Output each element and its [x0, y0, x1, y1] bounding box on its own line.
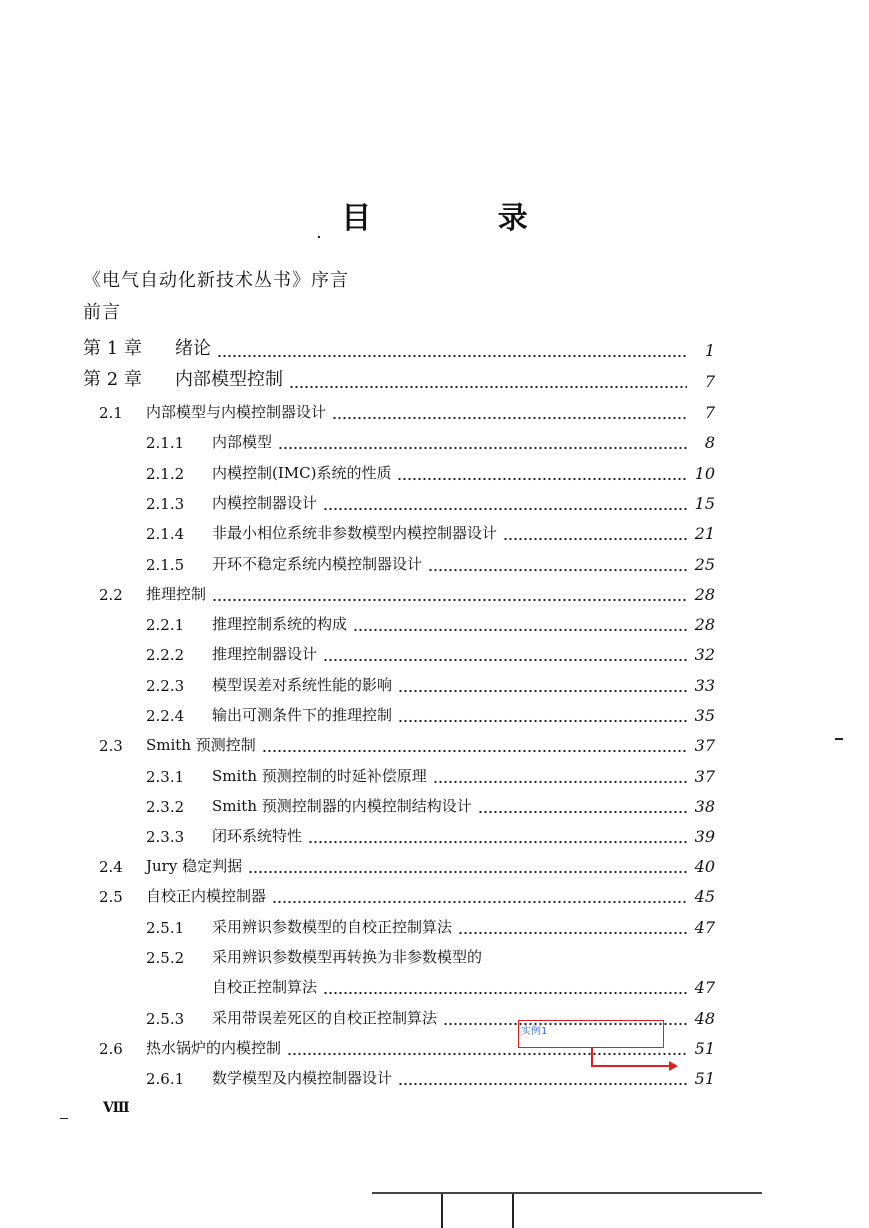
toc-entry-number: 2.3.2: [146, 798, 185, 816]
toc-entry-title: 热水锅炉的内模控制: [146, 1039, 282, 1057]
toc-entry-title: 绪论: [175, 338, 211, 359]
toc-entry-page: 7: [704, 372, 715, 391]
toc-leader-dots: [503, 523, 687, 541]
toc-leader-dots: [323, 493, 687, 511]
toc-entry-page: 39: [694, 827, 715, 846]
toc-entry-page: 33: [694, 676, 715, 695]
toc-entry[interactable]: [0, 457, 869, 483]
toc-entry-title: 推理控制: [146, 585, 207, 603]
toc-entry-number: 2.3: [99, 737, 123, 755]
toc-entry-page: 51: [694, 1069, 715, 1088]
toc-entry-title: Smith 预测控制: [146, 736, 256, 754]
toc-entry-page: 47: [694, 918, 715, 937]
toc-entry-number: 2.1.3: [146, 495, 185, 513]
toc-entry-number: 2.2.1: [146, 616, 185, 634]
toc-entry[interactable]: [0, 669, 869, 695]
toc-entry-number: 2.2.4: [146, 707, 185, 725]
toc-entry-number: 2.5.1: [146, 919, 185, 937]
toc-leader-dots: [323, 977, 687, 995]
toc-entry[interactable]: [0, 760, 869, 786]
toc-entry-page: 15: [694, 494, 715, 513]
annotation-label: 实例1: [521, 1026, 548, 1037]
toc-entry[interactable]: [0, 699, 869, 725]
toc-entry-title: Smith 预测控制器的内模控制结构设计: [212, 797, 472, 815]
toc-entry-title: 内模控制(IMC)系统的性质: [212, 464, 392, 482]
toc-entry-page: 8: [704, 433, 715, 452]
toc-leader-dots: [458, 917, 687, 935]
toc-entry-number: 2.2.3: [146, 677, 185, 695]
toc-entry[interactable]: [0, 911, 869, 937]
scan-edge-line: [512, 1194, 514, 1228]
toc-entry-number: 2.3.1: [146, 768, 185, 786]
toc-entry[interactable]: [0, 971, 869, 997]
annotation-box: [518, 1020, 664, 1048]
toc-leader-dots: [428, 554, 687, 572]
toc-entry[interactable]: [0, 790, 869, 816]
toc-entry-title: 采用带误差死区的自校正控制算法: [212, 1009, 438, 1027]
toc-entry[interactable]: [0, 850, 869, 876]
toc-entry-page: 37: [694, 767, 715, 786]
toc-entry-number: 2.1: [99, 404, 123, 422]
toc-entry-page: 25: [694, 555, 715, 574]
toc-entry-number: 2.4: [99, 858, 123, 876]
footer-page-number: Ⅷ: [103, 1100, 130, 1116]
toc-entry-title: 开环不稳定系统内模控制器设计: [212, 555, 423, 573]
toc-entry[interactable]: [0, 334, 869, 360]
toc-entry[interactable]: [0, 396, 869, 422]
toc-leader-dots: [212, 584, 687, 602]
toc-entry-page: 47: [694, 978, 715, 997]
toc-entry-page: 35: [694, 706, 715, 725]
toc-entry-number: 2.6: [99, 1040, 123, 1058]
toc-entry-number: 2.1.4: [146, 525, 185, 543]
toc-leader-dots: [262, 735, 687, 753]
toc-entry-page: 28: [694, 615, 715, 634]
toc-entry[interactable]: [0, 1032, 869, 1058]
front-matter-preface[interactable]: 前言: [83, 302, 121, 323]
toc-leader-dots: [398, 1068, 687, 1086]
toc-entry-page: 7: [704, 403, 715, 422]
toc-leader-dots: [323, 644, 687, 662]
toc-leader-dots: [289, 371, 687, 389]
toc-leader-dots: [397, 463, 687, 481]
toc-entry-title: 闭环系统特性: [212, 827, 303, 845]
scan-speck: [835, 738, 843, 740]
toc-entry[interactable]: [0, 608, 869, 634]
toc-entry-number: 2.1.5: [146, 556, 185, 574]
toc-entry-number: 第 1 章: [83, 338, 142, 359]
page-title: 目 录: [341, 201, 586, 236]
toc-entry-page: 21: [694, 524, 715, 543]
toc-entry-title: 采用辨识参数模型的自校正控制算法: [212, 918, 453, 936]
toc-entry-page: 48: [694, 1009, 715, 1028]
toc-leader-dots: [272, 886, 687, 904]
toc-entry[interactable]: [0, 578, 869, 604]
toc-leader-dots: [398, 705, 687, 723]
toc-leader-dots: [398, 675, 687, 693]
toc-entry-title: 内部模型: [212, 433, 273, 451]
toc-entry-title: 自校正控制算法: [212, 978, 318, 996]
toc-leader-dots: [433, 766, 687, 784]
toc-entry-title: 非最小相位系统非参数模型内模控制器设计: [212, 524, 498, 542]
toc-entry-page: 28: [694, 585, 715, 604]
toc-entry-number: 2.5: [99, 888, 123, 906]
toc-entry-page: 37: [694, 736, 715, 755]
toc-entry[interactable]: [0, 941, 869, 967]
toc-entry-title: 推理控制系统的构成: [212, 615, 348, 633]
toc-entry[interactable]: [0, 548, 869, 574]
toc-entry-number: 第 2 章: [83, 369, 142, 390]
toc-entry-number: 2.2.2: [146, 646, 185, 664]
toc-entry-page: 45: [694, 887, 715, 906]
toc-leader-dots: [478, 796, 687, 814]
toc-entry-number: 2.1.1: [146, 434, 185, 452]
scan-edge-line: [441, 1194, 443, 1228]
toc-entry-number: 2.5.2: [146, 949, 185, 967]
toc-entry-number: 2.3.3: [146, 828, 185, 846]
toc-entry[interactable]: [0, 517, 869, 543]
scan-speck: [318, 236, 320, 238]
toc-entry[interactable]: [0, 820, 869, 846]
toc-entry[interactable]: [0, 729, 869, 755]
toc-entry-number: 2.1.2: [146, 465, 185, 483]
toc-entry[interactable]: [0, 426, 869, 452]
toc-entry-number: 2.6.1: [146, 1070, 185, 1088]
toc-entry-page: 10: [694, 464, 715, 483]
toc-entry-page: 40: [694, 857, 715, 876]
toc-leader-dots: [217, 340, 687, 358]
annotation-arrowhead-icon: [669, 1061, 678, 1071]
toc-entry[interactable]: [0, 1062, 869, 1088]
toc-entry-title: 内部模型控制: [175, 369, 283, 390]
toc-leader-dots: [308, 826, 687, 844]
toc-entry-page: 32: [694, 645, 715, 664]
toc-entry-page: 51: [694, 1039, 715, 1058]
toc-entry-number: 2.2: [99, 586, 123, 604]
annotation-arrow-stem: [591, 1048, 593, 1066]
annotation-arrow-line: [591, 1065, 671, 1067]
scan-speck: [60, 1118, 68, 1119]
toc-entry-title: 数学模型及内模控制器设计: [212, 1069, 393, 1087]
toc-leader-dots: [332, 402, 687, 420]
toc-leader-dots: [278, 432, 687, 450]
toc-entry-title: Jury 稳定判据: [146, 857, 243, 875]
toc-entry[interactable]: [0, 1002, 869, 1028]
toc-leader-dots: [353, 614, 687, 632]
toc-entry-title: 内部模型与内模控制器设计: [146, 403, 327, 421]
toc-entry-title: Smith 预测控制的时延补偿原理: [212, 767, 427, 785]
toc-entry-title: 自校正内模控制器: [146, 887, 267, 905]
front-matter-series-preface[interactable]: 《电气自动化新技术丛书》序言: [83, 270, 349, 291]
toc-entry[interactable]: [0, 487, 869, 513]
toc-entry-page: 1: [704, 341, 715, 360]
toc-entry[interactable]: [0, 638, 869, 664]
toc-entry-number: 2.5.3: [146, 1010, 185, 1028]
toc-entry-title: 内模控制器设计: [212, 494, 318, 512]
toc-leader-dots: [248, 856, 687, 874]
toc-entry[interactable]: [0, 880, 869, 906]
toc-entry-title: 模型误差对系统性能的影响: [212, 676, 393, 694]
toc-entry-title: 推理控制器设计: [212, 645, 318, 663]
toc-entry-title: 采用辨识参数模型再转换为非参数模型的: [212, 948, 483, 966]
toc-entry-page: 38: [694, 797, 715, 816]
toc-entry[interactable]: [0, 365, 869, 391]
scan-edge-line: [372, 1192, 762, 1194]
toc-entry-title: 输出可测条件下的推理控制: [212, 706, 393, 724]
